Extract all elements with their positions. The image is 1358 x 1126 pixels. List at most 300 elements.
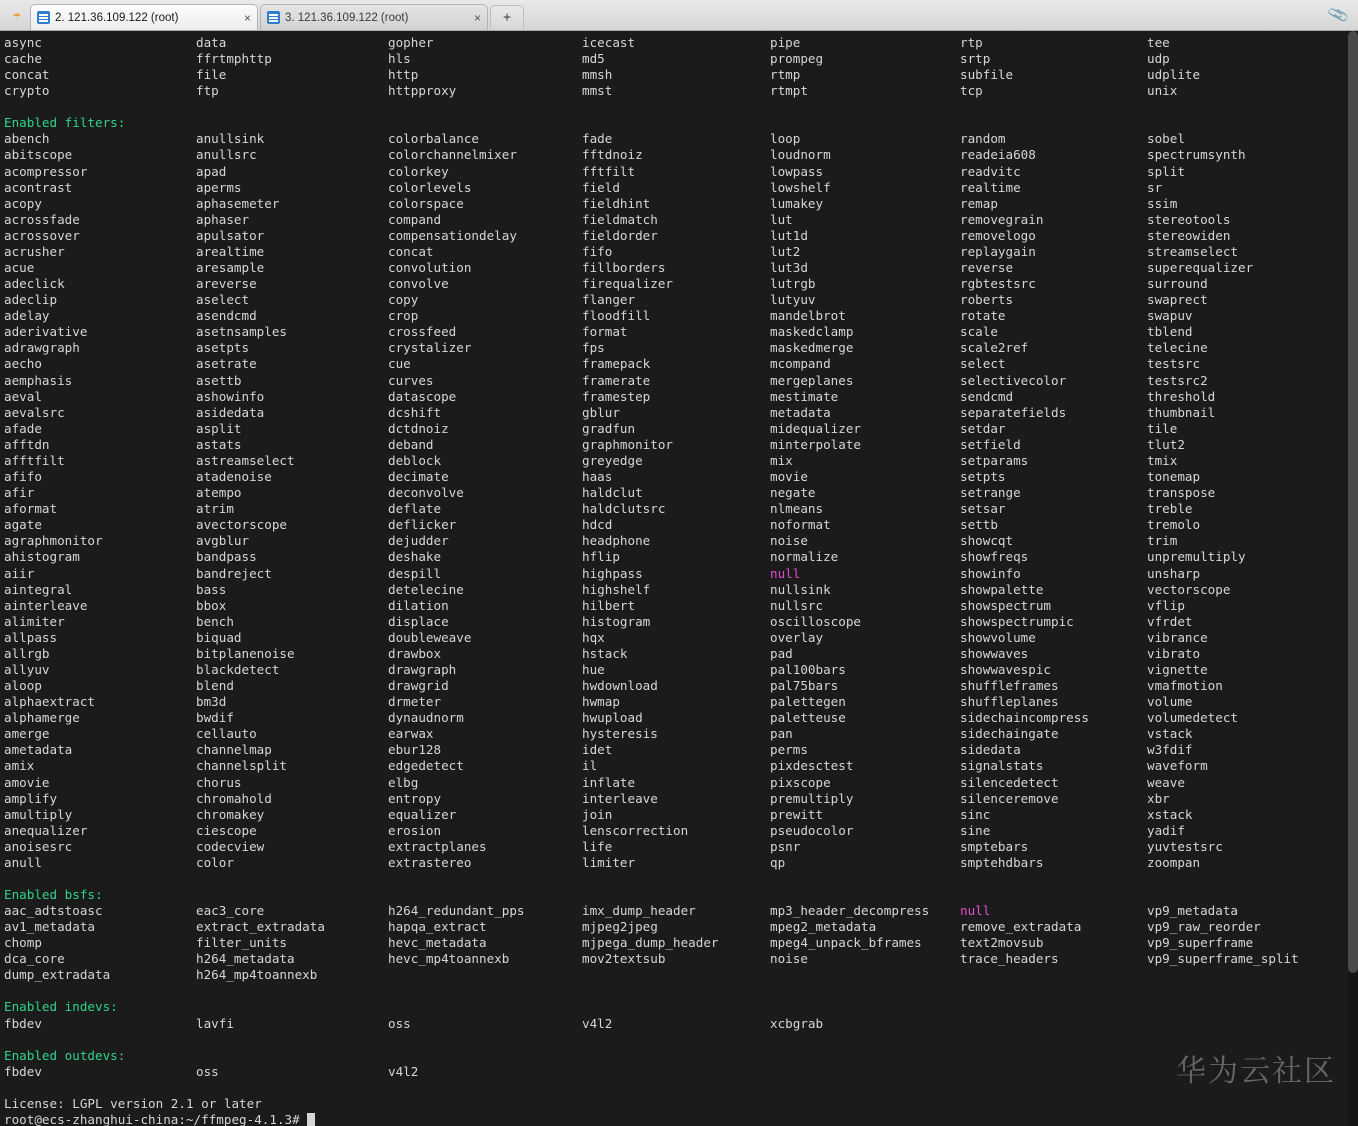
output-item: setfield <box>960 436 1021 452</box>
scrollbar[interactable] <box>1348 31 1358 1126</box>
output-item: crop <box>388 308 419 324</box>
output-item: silenceremove <box>960 790 1059 806</box>
output-item: aformat <box>4 501 58 517</box>
output-item: fftdnoiz <box>582 147 643 163</box>
output-item: spectrumsynth <box>1147 147 1246 163</box>
output-item: v4l2 <box>582 1015 613 1031</box>
output-item: vflip <box>1147 597 1185 613</box>
output-row <box>2 405 1358 421</box>
output-item: hflip <box>582 549 620 565</box>
output-item: unix <box>1147 83 1178 99</box>
output-item: minterpolate <box>770 436 861 452</box>
output-item: biquad <box>196 629 242 645</box>
output-item: hapqa_extract <box>388 919 487 935</box>
output-item: cue <box>388 356 411 372</box>
terminal-icon <box>267 11 280 24</box>
home-icon[interactable]: ☂ <box>12 8 22 24</box>
new-tab-button[interactable]: + <box>490 5 524 29</box>
output-item: paletteuse <box>770 710 846 726</box>
output-item: srtp <box>960 51 991 67</box>
output-item: mmst <box>582 83 613 99</box>
output-item: aphasemeter <box>196 195 280 211</box>
output-row <box>2 83 1358 99</box>
output-item: selectivecolor <box>960 372 1067 388</box>
close-icon[interactable]: × <box>473 10 481 25</box>
output-item: avgblur <box>196 533 250 549</box>
output-item: metadata <box>770 404 831 420</box>
output-item: abench <box>4 131 50 147</box>
spacer <box>2 983 1358 999</box>
output-item: haldclut <box>582 485 643 501</box>
output-item: drawgraph <box>388 661 457 677</box>
output-item: bass <box>196 581 227 597</box>
output-item: limiter <box>582 854 636 870</box>
output-item: color <box>196 854 234 870</box>
text-cursor <box>307 1113 315 1126</box>
output-row <box>2 373 1358 389</box>
output-row <box>2 566 1358 582</box>
spacer <box>2 871 1358 887</box>
output-item: vp9_metadata <box>1147 903 1238 919</box>
output-item: ciescope <box>196 822 257 838</box>
output-item: mp3_header_decompress <box>770 903 930 919</box>
output-item: dca_core <box>4 951 65 967</box>
output-item: maskedclamp <box>770 324 854 340</box>
output-item: atrim <box>196 501 234 517</box>
spacer <box>2 99 1358 115</box>
output-item: colorlevels <box>388 179 472 195</box>
output-item: fieldorder <box>582 227 658 243</box>
output-item: allrgb <box>4 645 50 661</box>
output-item: afftdn <box>4 436 50 452</box>
output-item: midequalizer <box>770 420 861 436</box>
output-item: ebur128 <box>388 742 442 758</box>
output-row <box>2 614 1358 630</box>
output-item: file <box>196 67 227 83</box>
output-item: mjpega_dump_header <box>582 935 719 951</box>
output-item: h264_metadata <box>196 951 295 967</box>
output-item: yuvtestsrc <box>1147 838 1223 854</box>
output-item: copy <box>388 292 419 308</box>
output-item: bitplanenoise <box>196 645 295 661</box>
output-item: sinc <box>960 806 991 822</box>
output-item: chromahold <box>196 790 272 806</box>
output-item: acontrast <box>4 179 73 195</box>
output-item: amovie <box>4 774 50 790</box>
output-row <box>2 147 1358 163</box>
output-row <box>2 389 1358 405</box>
output-item: chorus <box>196 774 242 790</box>
shell-prompt[interactable] <box>2 1112 1358 1126</box>
output-item: dcshift <box>388 404 442 420</box>
output-row <box>2 340 1358 356</box>
output-item: hue <box>582 661 605 677</box>
output-item: weave <box>1147 774 1185 790</box>
output-item: async <box>4 35 42 50</box>
output-item: surround <box>1147 276 1208 292</box>
output-row <box>2 180 1358 196</box>
output-item: deconvolve <box>388 485 464 501</box>
output-row <box>2 35 1358 51</box>
output-item: lut <box>770 211 793 227</box>
output-item: pipe <box>770 35 801 50</box>
output-item <box>388 967 582 983</box>
output-item: negate <box>770 485 816 501</box>
output-item: h264_mp4toannexb <box>196 967 318 983</box>
output-item: removelogo <box>960 227 1036 243</box>
output-item: elbg <box>388 774 419 790</box>
output-row <box>2 164 1358 180</box>
output-item: acrusher <box>4 243 65 259</box>
output-item: pal100bars <box>770 661 846 677</box>
output-item: colorkey <box>388 163 449 179</box>
output-item: crossfeed <box>388 324 457 340</box>
output-item: fieldhint <box>582 195 651 211</box>
output-item: settb <box>960 517 998 533</box>
output-item <box>582 1064 770 1080</box>
output-item: vp9_superframe <box>1147 935 1254 951</box>
output-item: vp9_raw_reorder <box>1147 919 1261 935</box>
output-item: sobel <box>1147 131 1185 147</box>
output-row <box>2 630 1358 646</box>
output-item: av1_metadata <box>4 919 95 935</box>
output-item: mjpeg2jpeg <box>582 919 658 935</box>
output-item: cache <box>4 51 42 67</box>
output-row <box>2 1016 1358 1032</box>
output-item: hls <box>388 51 411 67</box>
output-item: hysteresis <box>582 726 658 742</box>
output-row <box>2 726 1358 742</box>
output-item: areverse <box>196 276 257 292</box>
indevs-heading: Enabled indevs: <box>4 999 118 1015</box>
output-item: tremolo <box>1147 517 1201 533</box>
output-item: il <box>582 758 598 774</box>
output-item: framestep <box>582 388 651 404</box>
output-item: field <box>582 179 620 195</box>
output-item: pad <box>770 645 793 661</box>
output-item: asetpts <box>196 340 250 356</box>
output-item: eac3_core <box>196 903 265 919</box>
output-item: telecine <box>1147 340 1208 356</box>
output-item: rtmp <box>770 67 801 83</box>
output-item: threshold <box>1147 388 1216 404</box>
output-item: sidechaingate <box>960 726 1059 742</box>
output-item: entropy <box>388 790 442 806</box>
output-row <box>2 903 1358 919</box>
output-item: aiir <box>4 565 35 581</box>
output-item: drmeter <box>388 694 442 710</box>
output-item: flanger <box>582 292 636 308</box>
output-item: acopy <box>4 195 42 211</box>
output-row <box>2 710 1358 726</box>
output-item: streamselect <box>1147 243 1238 259</box>
output-item: overlay <box>770 629 824 645</box>
output-item: fps <box>582 340 605 356</box>
output-row <box>2 244 1358 260</box>
output-item: despill <box>388 565 442 581</box>
output-item: yadif <box>1147 822 1185 838</box>
output-item: stereotools <box>1147 211 1231 227</box>
output-item: readeia608 <box>960 147 1036 163</box>
output-item: vignette <box>1147 661 1208 677</box>
output-item: highshelf <box>582 581 651 597</box>
output-item: colorbalance <box>388 131 479 147</box>
output-item: showspectrumpic <box>960 613 1074 629</box>
output-item: atempo <box>196 485 242 501</box>
output-item: avectorscope <box>196 517 287 533</box>
output-item: allyuv <box>4 661 50 677</box>
output-item: hdcd <box>582 517 613 533</box>
output-item: mergeplanes <box>770 372 854 388</box>
output-item: bandpass <box>196 549 257 565</box>
output-item: pixscope <box>770 774 831 790</box>
output-item: aperms <box>196 179 242 195</box>
output-item: maskedmerge <box>770 340 854 356</box>
output-item: hwupload <box>582 710 643 726</box>
output-item: normalize <box>770 549 839 565</box>
output-item: vp9_superframe_split <box>1147 951 1299 967</box>
output-item: bbox <box>196 597 227 613</box>
output-item: mpeg4_unpack_bframes <box>770 935 922 951</box>
output-item: vibrance <box>1147 629 1208 645</box>
terminal-tab-1[interactable] <box>30 4 258 30</box>
output-item: swaprect <box>1147 292 1208 308</box>
output-item: dynaudnorm <box>388 710 464 726</box>
output-item: fifo <box>582 243 613 259</box>
output-item: gradfun <box>582 420 636 436</box>
output-item: perms <box>770 742 808 758</box>
output-row <box>2 324 1358 340</box>
output-item: amultiply <box>4 806 73 822</box>
outdevs-heading: Enabled outdevs: <box>4 1047 126 1063</box>
output-item: aeval <box>4 388 42 404</box>
output-item: datascope <box>388 388 457 404</box>
scrollbar-thumb[interactable] <box>1348 31 1358 973</box>
output-item: codecview <box>196 838 265 854</box>
output-item: fftfilt <box>582 163 636 179</box>
output-item: channelsplit <box>196 758 287 774</box>
output-item: adeclip <box>4 292 58 308</box>
output-item: readvitc <box>960 163 1021 179</box>
output-item: equalizer <box>388 806 457 822</box>
output-item: superequalizer <box>1147 260 1254 276</box>
output-item: colorchannelmixer <box>388 147 517 163</box>
output-item: astreamselect <box>196 452 295 468</box>
output-item: bwdif <box>196 710 234 726</box>
output-row <box>2 791 1358 807</box>
output-item: interleave <box>582 790 658 806</box>
output-item: showvolume <box>960 629 1036 645</box>
output-item: afftfilt <box>4 452 65 468</box>
output-item: adrawgraph <box>4 340 80 356</box>
output-item: showfreqs <box>960 549 1029 565</box>
output-item: deblock <box>388 452 442 468</box>
output-item: lowshelf <box>770 179 831 195</box>
output-item: convolve <box>388 276 449 292</box>
close-icon[interactable]: × <box>243 10 251 25</box>
output-item: http <box>388 67 419 83</box>
output-item: tile <box>1147 420 1178 436</box>
output-item: tlut2 <box>1147 436 1185 452</box>
output-item: text2movsub <box>960 935 1044 951</box>
terminal-icon <box>37 11 50 24</box>
output-item: shuffleplanes <box>960 694 1059 710</box>
output-item: httpproxy <box>388 83 457 99</box>
output-item: chromakey <box>196 806 265 822</box>
output-item: lutrgb <box>770 276 816 292</box>
output-item: asidedata <box>196 404 265 420</box>
output-item: scale <box>960 324 998 340</box>
output-item: acrossover <box>4 227 80 243</box>
output-item: aresample <box>196 260 265 276</box>
output-item: v4l2 <box>388 1063 419 1079</box>
output-item: chomp <box>4 935 42 951</box>
output-item: colorspace <box>388 195 464 211</box>
output-item: inflate <box>582 774 636 790</box>
output-item: hwmap <box>582 694 620 710</box>
output-item: ainterleave <box>4 597 88 613</box>
output-item: xstack <box>1147 806 1193 822</box>
output-item: floodfill <box>582 308 651 324</box>
output-item <box>770 967 960 983</box>
output-row <box>2 212 1358 228</box>
output-item: mandelbrot <box>770 308 846 324</box>
output-item <box>1147 1016 1352 1032</box>
output-row <box>2 308 1358 324</box>
output-item: aderivative <box>4 324 88 340</box>
output-item: convolution <box>388 260 472 276</box>
output-item: unsharp <box>1147 565 1201 581</box>
output-item: hevc_mp4toannexb <box>388 951 510 967</box>
output-item <box>960 1064 1147 1080</box>
output-item: aac_adtstoasc <box>4 903 103 919</box>
output-row <box>2 775 1358 791</box>
output-row <box>2 919 1358 935</box>
paperclip-icon[interactable]: 📎 <box>1326 3 1351 27</box>
output-item: apulsator <box>196 227 265 243</box>
output-item: ahistogram <box>4 549 80 565</box>
output-item: framepack <box>582 356 651 372</box>
output-item: vstack <box>1147 726 1193 742</box>
output-item: decimate <box>388 469 449 485</box>
output-item: setparams <box>960 452 1029 468</box>
output-item: aevalsrc <box>4 404 65 420</box>
tab-label: 3. 121.36.109.122 (root) <box>285 11 409 24</box>
output-item: dump_extradata <box>4 967 111 983</box>
output-item: pixdesctest <box>770 758 854 774</box>
output-item: tmix <box>1147 452 1178 468</box>
output-item: vmafmotion <box>1147 678 1223 694</box>
output-item: prompeg <box>770 51 824 67</box>
output-item: hstack <box>582 645 628 661</box>
output-item: palettegen <box>770 694 846 710</box>
output-item: trim <box>1147 533 1178 549</box>
output-item: lut2 <box>770 243 801 259</box>
output-item: reverse <box>960 260 1014 276</box>
output-item: lavfi <box>196 1015 234 1031</box>
output-item: treble <box>1147 501 1193 517</box>
output-item: smptebars <box>960 838 1029 854</box>
spacer <box>2 1032 1358 1048</box>
output-item: qp <box>770 854 786 870</box>
output-item: apad <box>196 163 227 179</box>
output-item: showcqt <box>960 533 1014 549</box>
output-item: stereowiden <box>1147 227 1231 243</box>
output-item: ametadata <box>4 742 73 758</box>
output-item <box>770 1064 960 1080</box>
output-item: idet <box>582 742 613 758</box>
output-item: asetrate <box>196 356 257 372</box>
output-item: realtime <box>960 179 1021 195</box>
output-item: rotate <box>960 308 1006 324</box>
output-item: showinfo <box>960 565 1021 581</box>
output-item: concat <box>4 67 50 83</box>
output-item: firequalizer <box>582 276 673 292</box>
output-item: rgbtestsrc <box>960 276 1036 292</box>
spacer <box>2 1080 1358 1096</box>
output-item: gopher <box>388 35 434 50</box>
output-item: transpose <box>1147 485 1216 501</box>
output-row <box>2 437 1358 453</box>
output-row <box>2 292 1358 308</box>
output-item: amerge <box>4 726 50 742</box>
output-row <box>2 356 1358 372</box>
output-item: remove_extradata <box>960 919 1082 935</box>
terminal-output[interactable] <box>0 31 1358 1126</box>
output-item: pan <box>770 726 793 742</box>
output-row <box>2 855 1358 871</box>
output-item: mcompand <box>770 356 831 372</box>
output-item: showwaves <box>960 645 1029 661</box>
output-item: split <box>1147 163 1185 179</box>
output-item: setsar <box>960 501 1006 517</box>
output-item: zoompan <box>1147 854 1201 870</box>
output-item: select <box>960 356 1006 372</box>
output-item <box>960 1016 1147 1032</box>
output-item: xbr <box>1147 790 1170 806</box>
output-item: oscilloscope <box>770 613 861 629</box>
output-item: acue <box>4 260 35 276</box>
terminal-tab-2[interactable] <box>260 4 488 30</box>
output-row <box>2 758 1358 774</box>
output-item: fbdev <box>4 1063 42 1079</box>
output-row <box>2 67 1358 83</box>
output-item: abitscope <box>4 147 73 163</box>
output-item: agraphmonitor <box>4 533 103 549</box>
output-item: random <box>960 131 1006 147</box>
output-item: asetnsamples <box>196 324 287 340</box>
output-item: anoisesrc <box>4 838 73 854</box>
output-item: mov2textsub <box>582 951 666 967</box>
output-item: rtmpt <box>770 83 808 99</box>
output-item: amix <box>4 758 35 774</box>
output-item: framerate <box>582 372 651 388</box>
output-row <box>2 421 1358 437</box>
tab-bar <box>0 0 1358 31</box>
output-item: vibrato <box>1147 645 1201 661</box>
output-item: agate <box>4 517 42 533</box>
output-item: loop <box>770 131 801 147</box>
output-item: volumedetect <box>1147 710 1238 726</box>
output-item: acrossfade <box>4 211 80 227</box>
output-item: deflate <box>388 501 442 517</box>
output-item: waveform <box>1147 758 1208 774</box>
output-item: pseudocolor <box>770 822 854 838</box>
output-item: nullsink <box>770 581 831 597</box>
output-item: swapuv <box>1147 308 1193 324</box>
output-item: nlmeans <box>770 501 824 517</box>
output-item: w3fdif <box>1147 742 1193 758</box>
